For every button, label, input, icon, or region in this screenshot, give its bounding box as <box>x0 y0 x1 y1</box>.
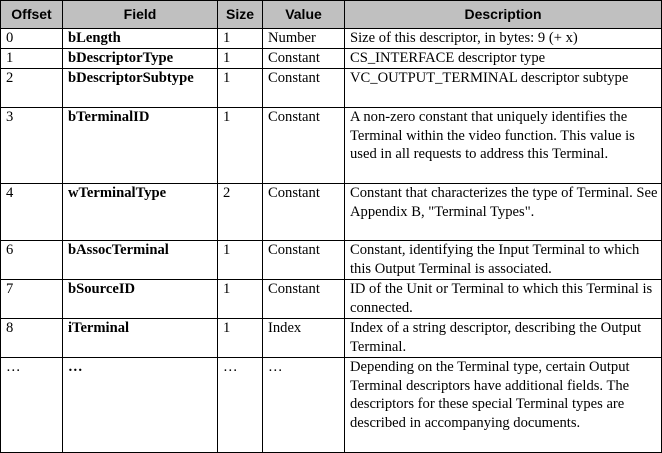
field-cell: bDescriptorType <box>63 49 218 69</box>
table-row <box>1 69 662 108</box>
header-field: Field <box>63 1 218 29</box>
offset-cell: 2 <box>1 69 63 108</box>
offset-cell: 3 <box>1 108 63 184</box>
offset-cell: … <box>1 358 63 453</box>
value-cell: … <box>263 358 345 453</box>
value-cell: Constant <box>263 241 345 280</box>
table-row <box>1 358 662 453</box>
offset-cell: 1 <box>1 49 63 69</box>
field-cell: … <box>63 358 218 453</box>
field-cell: bLength <box>63 29 218 49</box>
offset-cell: 6 <box>1 241 63 280</box>
description-cell: Constant, identifying the Input Terminal to which this Output Terminal is associated. <box>345 241 662 280</box>
size-cell: … <box>218 358 263 453</box>
size-cell: 1 <box>218 280 263 319</box>
description-cell: ID of the Unit or Terminal to which this Terminal is connected. <box>345 280 662 319</box>
offset-cell: 4 <box>1 184 63 241</box>
offset-cell: 8 <box>1 319 63 358</box>
value-cell: Constant <box>263 49 345 69</box>
value-cell: Constant <box>263 69 345 108</box>
description-cell: VC_OUTPUT_TERMINAL descriptor subtype <box>345 69 662 108</box>
offset-cell: 0 <box>1 29 63 49</box>
table-row <box>1 108 662 184</box>
field-cell: bSourceID <box>63 280 218 319</box>
field-cell: wTerminalType <box>63 184 218 241</box>
value-cell: Constant <box>263 108 345 184</box>
table-header-row <box>1 1 662 29</box>
offset-cell: 7 <box>1 280 63 319</box>
description-cell: Constant that characterizes the type of Terminal. See Appendix B, "Terminal Types". <box>345 184 662 241</box>
table-row <box>1 49 662 69</box>
description-cell: CS_INTERFACE descriptor type <box>345 49 662 69</box>
description-cell: A non-zero constant that uniquely identifies the Terminal within the video function. This value is used in all requests to address this Terminal. <box>345 108 662 184</box>
header-value: Value <box>263 1 345 29</box>
field-cell: bTerminalID <box>63 108 218 184</box>
description-cell: Index of a string descriptor, describing the Output Terminal. <box>345 319 662 358</box>
field-cell: bDescriptorSubtype <box>63 69 218 108</box>
table-row <box>1 184 662 241</box>
size-cell: 1 <box>218 319 263 358</box>
size-cell: 1 <box>218 29 263 49</box>
size-cell: 2 <box>218 184 263 241</box>
header-offset: Offset <box>1 1 63 29</box>
field-cell: iTerminal <box>63 319 218 358</box>
table-row <box>1 280 662 319</box>
value-cell: Constant <box>263 184 345 241</box>
size-cell: 1 <box>218 241 263 280</box>
value-cell: Index <box>263 319 345 358</box>
size-cell: 1 <box>218 108 263 184</box>
table-row <box>1 319 662 358</box>
size-cell: 1 <box>218 49 263 69</box>
size-cell: 1 <box>218 69 263 108</box>
header-description: Description <box>345 1 662 29</box>
value-cell: Number <box>263 29 345 49</box>
description-cell: Size of this descriptor, in bytes: 9 (+ x) <box>345 29 662 49</box>
table-row <box>1 241 662 280</box>
value-cell: Constant <box>263 280 345 319</box>
description-cell: Depending on the Terminal type, certain Output Terminal descriptors have additional fields. The descriptors for these special Terminal types are described in accompanying documents. <box>345 358 662 453</box>
header-size: Size <box>218 1 263 29</box>
table-row <box>1 29 662 49</box>
field-cell: bAssocTerminal <box>63 241 218 280</box>
